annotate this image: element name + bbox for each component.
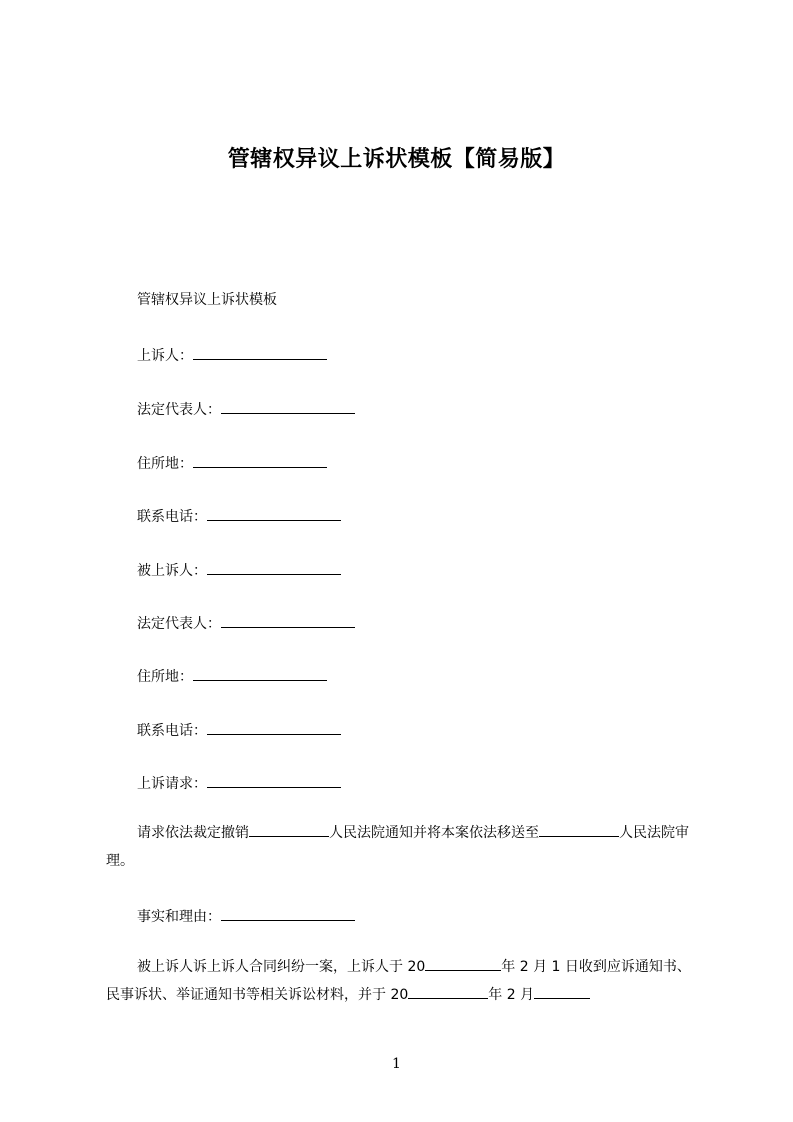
field-appellee-phone — [137, 720, 341, 740]
fill-blank[interactable] — [534, 984, 590, 999]
field-legal-rep — [137, 399, 355, 419]
fill-blank[interactable] — [221, 399, 355, 414]
request-text-2: 人民法院通知并将本案依法移送至 — [329, 825, 539, 841]
request-text-3: 人民法院审理。 — [106, 825, 689, 869]
facts-text-1: 被上诉人诉上诉人合同纠纷一案，上诉人于 20 — [137, 959, 426, 975]
facts-text-3: 年 2 月 — [488, 987, 535, 1003]
field-phone — [137, 506, 341, 526]
field-label: 住所地： — [137, 669, 193, 685]
fill-blank[interactable] — [221, 906, 355, 921]
field-appellant — [137, 345, 327, 365]
section-heading: 管辖权异议上诉状模板 — [137, 292, 277, 308]
request-text-1: 请求依法裁定撤销 — [137, 825, 249, 841]
fill-blank[interactable] — [207, 506, 341, 521]
document-title: 管辖权异议上诉状模板【简易版】 — [227, 147, 566, 172]
fill-blank[interactable] — [207, 560, 341, 575]
facts-text-2: 年 2 月 1 日收到应诉通知书、民事诉状、举证通知书等相关诉讼材料，并于 20 — [106, 959, 691, 1003]
facts-paragraph — [106, 953, 700, 1009]
field-label: 事实和理由： — [137, 909, 221, 925]
fill-blank[interactable] — [207, 720, 341, 735]
field-label: 被上诉人： — [137, 563, 207, 579]
field-label: 上诉请求： — [137, 776, 207, 792]
fill-blank[interactable] — [249, 822, 329, 837]
field-label: 联系电话： — [137, 509, 207, 525]
fill-blank[interactable] — [207, 773, 341, 788]
field-label: 联系电话： — [137, 723, 207, 739]
fill-blank[interactable] — [193, 453, 327, 468]
field-address — [137, 453, 327, 473]
fill-blank[interactable] — [539, 822, 619, 837]
field-appellee — [137, 560, 341, 580]
fill-blank[interactable] — [193, 345, 327, 360]
field-label: 法定代表人： — [137, 616, 221, 632]
fill-blank[interactable] — [408, 984, 488, 999]
facts-heading — [137, 906, 355, 926]
page-number: 1 — [392, 1056, 401, 1072]
field-appellee-legal-rep — [137, 613, 355, 633]
field-label: 上诉人： — [137, 348, 193, 364]
field-appellee-address — [137, 666, 327, 686]
fill-blank[interactable] — [193, 666, 327, 681]
field-appeal-request — [137, 773, 341, 793]
request-paragraph — [106, 819, 700, 875]
fill-blank[interactable] — [425, 956, 501, 971]
field-label: 法定代表人： — [137, 402, 221, 418]
field-label: 住所地： — [137, 456, 193, 472]
fill-blank[interactable] — [221, 613, 355, 628]
